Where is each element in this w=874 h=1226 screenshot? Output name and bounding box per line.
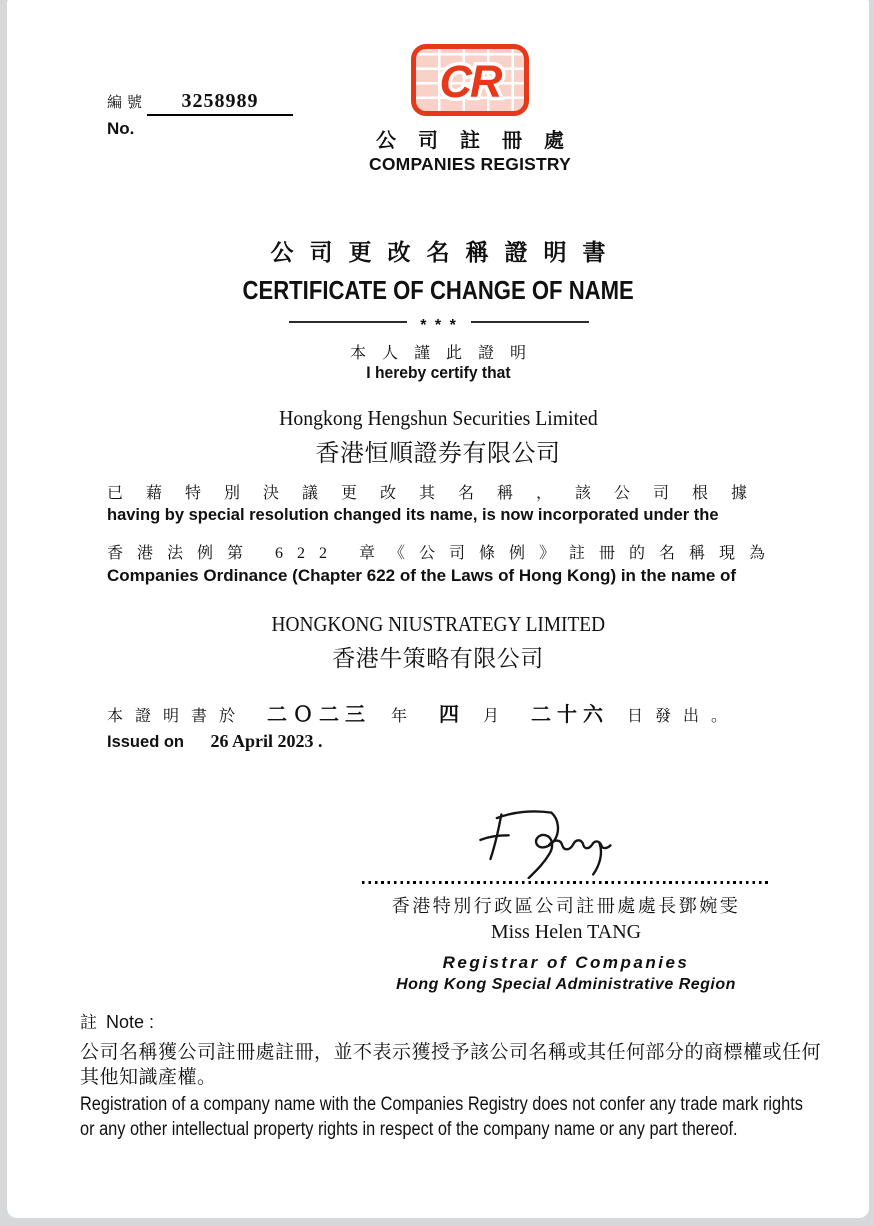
svg-text:CR: CR [439,56,501,107]
issue-year-unit: 年 [391,708,420,725]
divider-stars: * * * [420,317,458,334]
signature-block [351,799,781,994]
document-title-chinese: 公司更改名稱證明書 [270,240,622,265]
registrar-title-chinese: 香港特別行政區公司註冊處處長鄧婉雯 [391,896,741,916]
certify-statement-chinese: 本人謹此證明 [349,345,542,362]
registry-name-english: COMPANIES REGISTRY [369,154,571,174]
cert-no-value: 3258989 [147,90,293,116]
issue-prefix-chinese: 本證明書於 [107,708,248,725]
issue-suffix-chinese: 日發出。 [627,708,740,725]
registry-name-chinese: 公司註冊處 [376,130,586,152]
issue-month-value: 四 [439,704,466,726]
certificate-page [7,0,869,1218]
registrar-region: Hong Kong Special Administrative Region [396,976,736,993]
document-title-english: CERTIFICATE OF CHANGE OF NAME [242,275,634,305]
paragraph-1-english: having by special resolution changed its name, is now incorporated under the [107,506,719,524]
note-label-english: Note : [106,1012,155,1032]
new-company-name-chinese: 香港牛策略有限公司 [332,646,544,671]
companies-registry-logo-block [354,44,586,175]
body-paragraph-1 [107,480,797,525]
certify-statement-english: I hereby certify that [365,363,511,382]
new-company-name-block [7,612,869,673]
note-chinese-line-2: 其他知識產權。 [80,1067,217,1089]
note-chinese-line-1: 公司名稱獲公司註冊處註冊，並不表示獲授予該公司名稱或其任何部分的商標權或任何 [80,1042,822,1063]
issue-month-unit: 月 [483,708,512,725]
note-english-line-2: or any other intellectual property rights in respect of the company name or any part thereof. [80,1119,738,1141]
note-label-chinese: 註 [80,1013,97,1032]
body-paragraph-2 [107,540,797,586]
issue-date-line-chinese [107,698,739,727]
issue-date-line-english [107,731,322,752]
registrar-signature [450,799,640,879]
paragraph-1-chinese: 已藉特別決議更改其名稱，該公司根據 [107,485,771,502]
signature-dotted-line [362,881,770,884]
note-block [80,1008,825,1142]
issue-day-value: 二十六 [531,704,610,726]
divider-line-left [289,321,407,324]
new-company-name-english: HONGKONG NIUSTRATEGY LIMITED [271,612,605,636]
star-divider [289,313,589,334]
issue-year-value: 二Ｏ二三 [267,704,372,726]
cr-logo-icon [411,44,529,116]
former-company-name-block [7,406,869,468]
issued-on-date: 26 April 2023 . [210,731,323,751]
cert-no-label-cn: 編號 [107,95,148,111]
cr-logo-brick-background [416,49,524,111]
registrar-name: Miss Helen TANG [490,921,642,943]
cr-logo-letters [419,51,521,109]
paragraph-2-chinese: 香港法例第 622 章《公司條例》註冊的名稱現為 [107,545,780,562]
issued-on-label: Issued on [107,733,185,751]
former-company-name-chinese: 香港恒順證券有限公司 [315,441,561,467]
former-company-name-english: Hongkong Hengshun Securities Limited [278,406,598,430]
divider-line-right [471,321,589,324]
note-english-line-1: Registration of a company name with the Companies Registry does not confer any trade mark rights [80,1094,803,1116]
paragraph-2-english: Companies Ordinance (Chapter 622 of the Laws of Hong Kong) in the name of [107,566,737,585]
registrar-title-english: Registrar of Companies [442,953,690,972]
cert-no-label-en: No. [107,119,135,138]
certificate-number-block [107,90,293,139]
document-title-block [7,234,869,306]
